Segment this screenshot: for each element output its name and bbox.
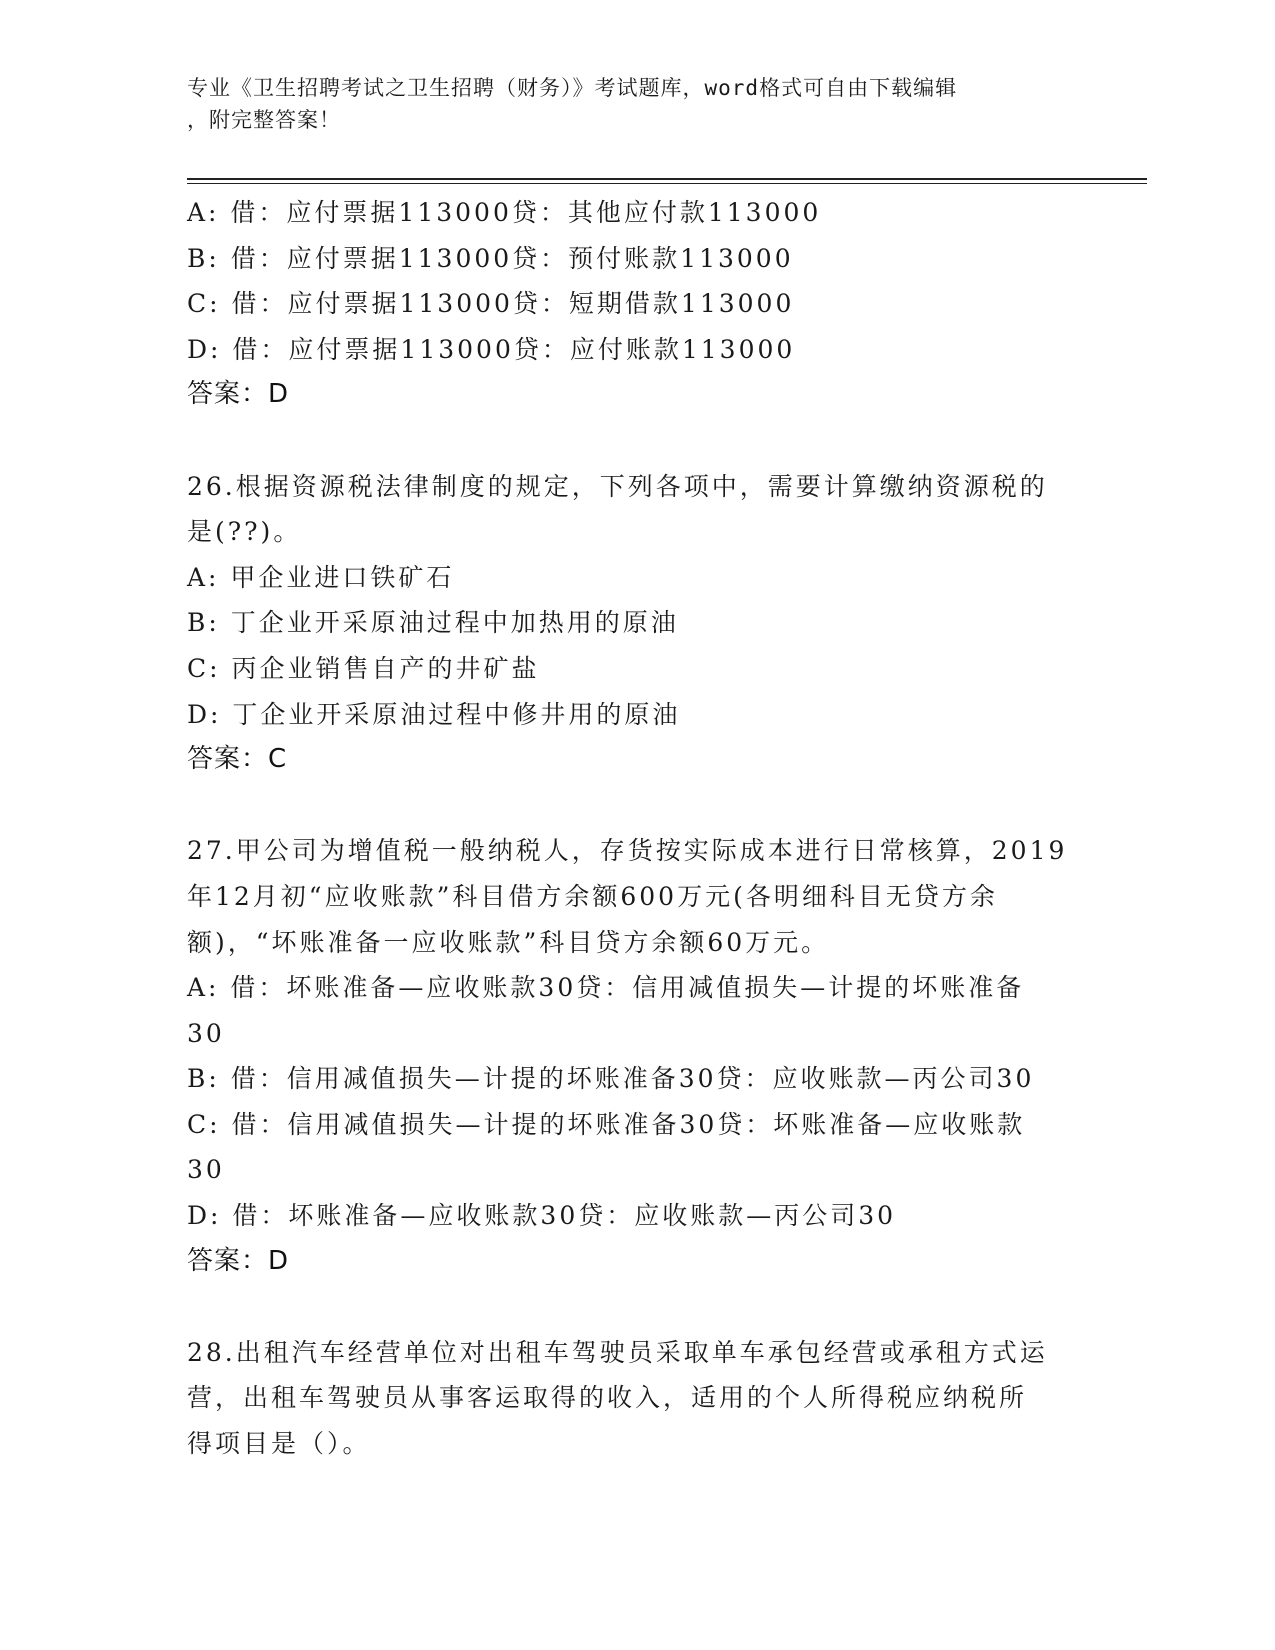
question-stem-line: 得项目是（）。 — [187, 1429, 371, 1459]
option-a: A: 借：应付票据113000贷：其他应付款113000 — [187, 198, 822, 227]
header-rule-thin — [187, 183, 1147, 184]
question-stem-line: 27.甲公司为增值税一般纳税人，存货按实际成本进行日常核算，2019 — [187, 836, 1068, 866]
spacer — [187, 1284, 1087, 1330]
question-stem-line: 26.根据资源税法律制度的规定，下列各项中，需要计算缴纳资源税的 — [187, 471, 1048, 501]
spacer — [187, 783, 1087, 829]
question-25 — [187, 190, 1087, 418]
header-rule-thick — [187, 178, 1147, 180]
question-stem-line: 营，出租车驾驶员从事客运取得的收入，适用的个人所得税应纳税所 — [187, 1383, 1028, 1413]
question-list — [187, 190, 1087, 1467]
option-d: D: 借：坏账准备—应收账款30贷：应收账款—丙公司30 — [187, 1201, 897, 1231]
document-header — [187, 72, 1067, 136]
spacer — [187, 418, 1087, 464]
option-a: A: 借：坏账准备—应收账款30贷：信用减值损失—计提的坏账准备 — [187, 973, 1025, 1003]
option-a: A: 甲企业进口铁矿石 — [187, 562, 455, 592]
option-d: D: 借：应付票据113000贷：应付账款113000 — [187, 334, 796, 364]
question-28 — [187, 1330, 1087, 1467]
question-stem-line: 额)，“坏账准备一应收账款”科目贷方余额60万元。 — [187, 927, 830, 957]
answer-line: 答案：D — [187, 1245, 290, 1276]
question-stem-line: 年12月初“应收账款”科目借方余额600万元(各明细科目无贷方余 — [187, 881, 998, 911]
question-stem-line: 是(??)。 — [187, 517, 302, 547]
option-b: B: 借：应付票据113000贷：预付账款113000 — [187, 243, 794, 273]
option-d: D: 丁企业开采原油过程中修井用的原油 — [187, 699, 681, 729]
question-stem-line: 28.出租汽车经营单位对出租车驾驶员采取单车承包经营或承租方式运 — [187, 1337, 1048, 1367]
option-c-continued: 30 — [187, 1155, 225, 1185]
option-b: B: 丁企业开采原油过程中加热用的原油 — [187, 608, 679, 638]
option-c: C: 丙企业销售自产的井矿盐 — [187, 653, 540, 683]
question-26 — [187, 464, 1087, 783]
answer-line: 答案：D — [187, 379, 290, 410]
answer-line: 答案：C — [187, 744, 288, 775]
option-c: C: 借：信用减值损失—计提的坏账准备30贷：坏账准备—应收账款 — [187, 1109, 1026, 1139]
header-line-1: 专业《卫生招聘考试之卫生招聘（财务）》考试题库，word格式可自由下载编辑 — [187, 76, 958, 100]
option-b: B: 借：信用减值损失—计提的坏账准备30贷：应收账款—丙公司30 — [187, 1064, 1035, 1094]
option-a-continued: 30 — [187, 1018, 225, 1048]
header-line-2: ，附完整答案！ — [187, 108, 341, 132]
option-c: C: 借：应付票据113000贷：短期借款113000 — [187, 289, 795, 319]
question-27 — [187, 828, 1087, 1284]
